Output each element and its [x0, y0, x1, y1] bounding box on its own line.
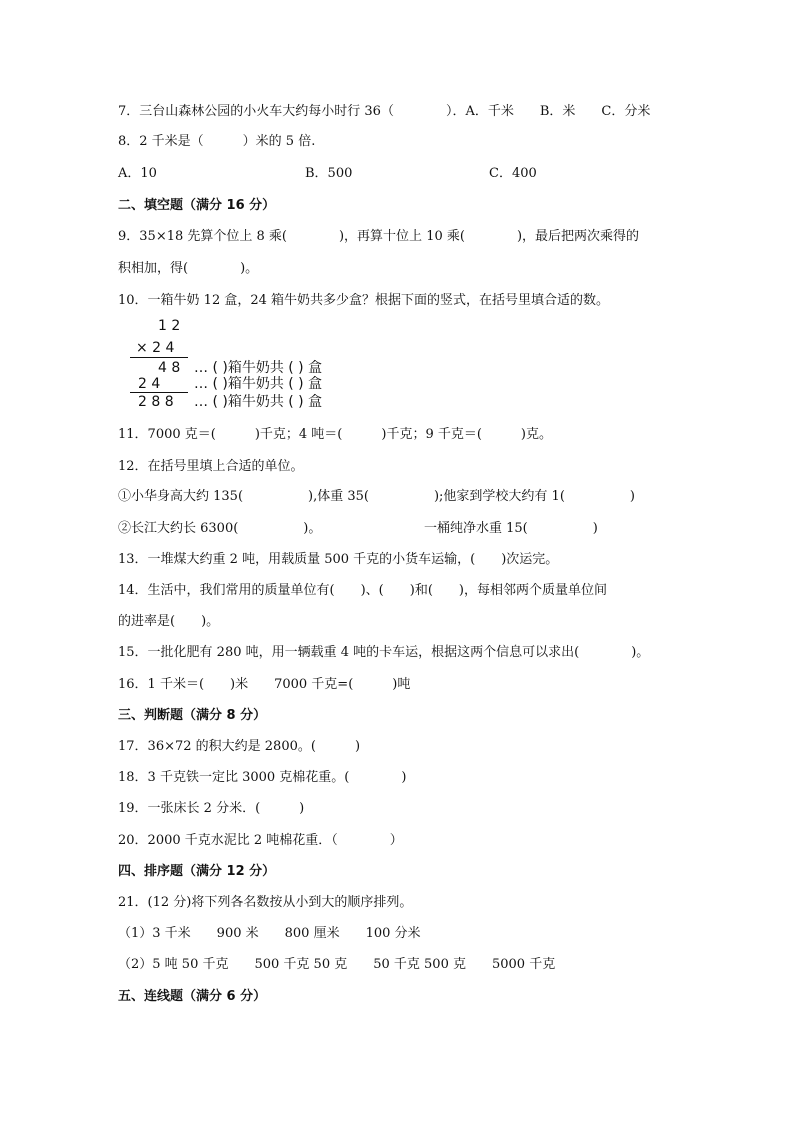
question-13: 13．一堆煤大约重 2 吨，用载质量 500 千克的小货车运输，( )次运完。 [118, 552, 559, 567]
question-14-line-1: 14．生活中，我们常用的质量单位有( )、( )和( )，每相邻两个质量单位间 [118, 583, 607, 598]
calc-row-1: 1 2 [158, 318, 181, 334]
question-17: 17．36×72 的积大约是 2800。( ) [118, 739, 361, 754]
question-21-part-1: （1）3 千米 900 米 800 厘米 100 分米 [118, 926, 421, 941]
question-8: 8．2 千米是（ ）米的 5 倍. [118, 134, 316, 149]
question-12: 12．在括号里填上合适的单位。 [118, 459, 304, 474]
question-12-part-2a: ②长江大约长 6300( )。 [118, 521, 322, 536]
section-5-heading: 五、连线题（满分 6 分） [118, 989, 267, 1004]
calc-row-2: × 2 4 [136, 340, 175, 356]
calc-row-3-text: … ( )箱牛奶共 ( ) 盒 [194, 360, 323, 376]
question-10: 10．一箱牛奶 12 盒，24 箱牛奶共多少盒？根据下面的竖式，在括号里填合适的数。 [118, 293, 610, 308]
question-16: 16．1 千米＝( )米 7000 千克=( )吨 [118, 677, 411, 692]
calc-row-5-number: 2 8 8 [138, 394, 174, 410]
q8-option-c: C．400 [489, 166, 537, 181]
section-4-heading: 四、排序题（满分 12 分） [118, 864, 276, 879]
calc-row-5-text: … ( )箱牛奶共 ( ) 盒 [194, 394, 323, 410]
section-3-heading: 三、判断题（满分 8 分） [118, 708, 267, 723]
question-15: 15．一批化肥有 280 吨，用一辆载重 4 吨的卡车运，根据这两个信息可以求出( )。 [118, 645, 650, 660]
calc-row-4-number: 2 4 [138, 376, 161, 392]
calc-row-4-text: … ( )箱牛奶共 ( ) 盒 [194, 376, 323, 392]
calc-rule-1 [130, 357, 188, 358]
question-7: 7．三台山森林公园的小火车大约每小时行 36（ ）．A．千米 B．米 C．分米 [118, 104, 651, 119]
question-11: 11．7000 克＝( )千克；4 吨＝( )千克；9 千克＝( )克。 [118, 427, 552, 442]
vertical-multiplication [128, 318, 368, 410]
q8-option-b: B．500 [305, 166, 353, 181]
section-2-heading: 二、填空题（满分 16 分） [118, 198, 276, 213]
question-9-line-1: 9．35×18 先算个位上 8 乘( )，再算十位上 10 乘( )，最后把两次乘得的 [118, 229, 640, 244]
question-9-line-2: 积相加，得( )。 [118, 261, 259, 276]
q8-option-a: A．10 [118, 166, 157, 181]
question-20: 20．2000 千克水泥比 2 吨棉花重．（ ） [118, 833, 403, 848]
calc-row-3-number: 4 8 [158, 360, 181, 376]
question-14-line-2: 的进率是( )。 [118, 614, 220, 629]
question-19: 19．一张床长 2 分米．( ) [118, 801, 305, 816]
question-18: 18．3 千克铁一定比 3000 克棉花重。( ) [118, 770, 407, 785]
question-12-part-1: ①小华身高大约 135( ),体重 35( );他家到学校大约有 1( ) [118, 489, 635, 504]
calc-rule-2 [130, 392, 188, 393]
question-12-part-2b: 一桶纯净水重 15( ) [424, 521, 598, 536]
question-21-part-2: （2）5 吨 50 千克 500 千克 50 克 50 千克 500 克 5000 千克 [118, 957, 556, 972]
question-21: 21．(12 分)将下列各名数按从小到大的顺序排列。 [118, 895, 413, 910]
